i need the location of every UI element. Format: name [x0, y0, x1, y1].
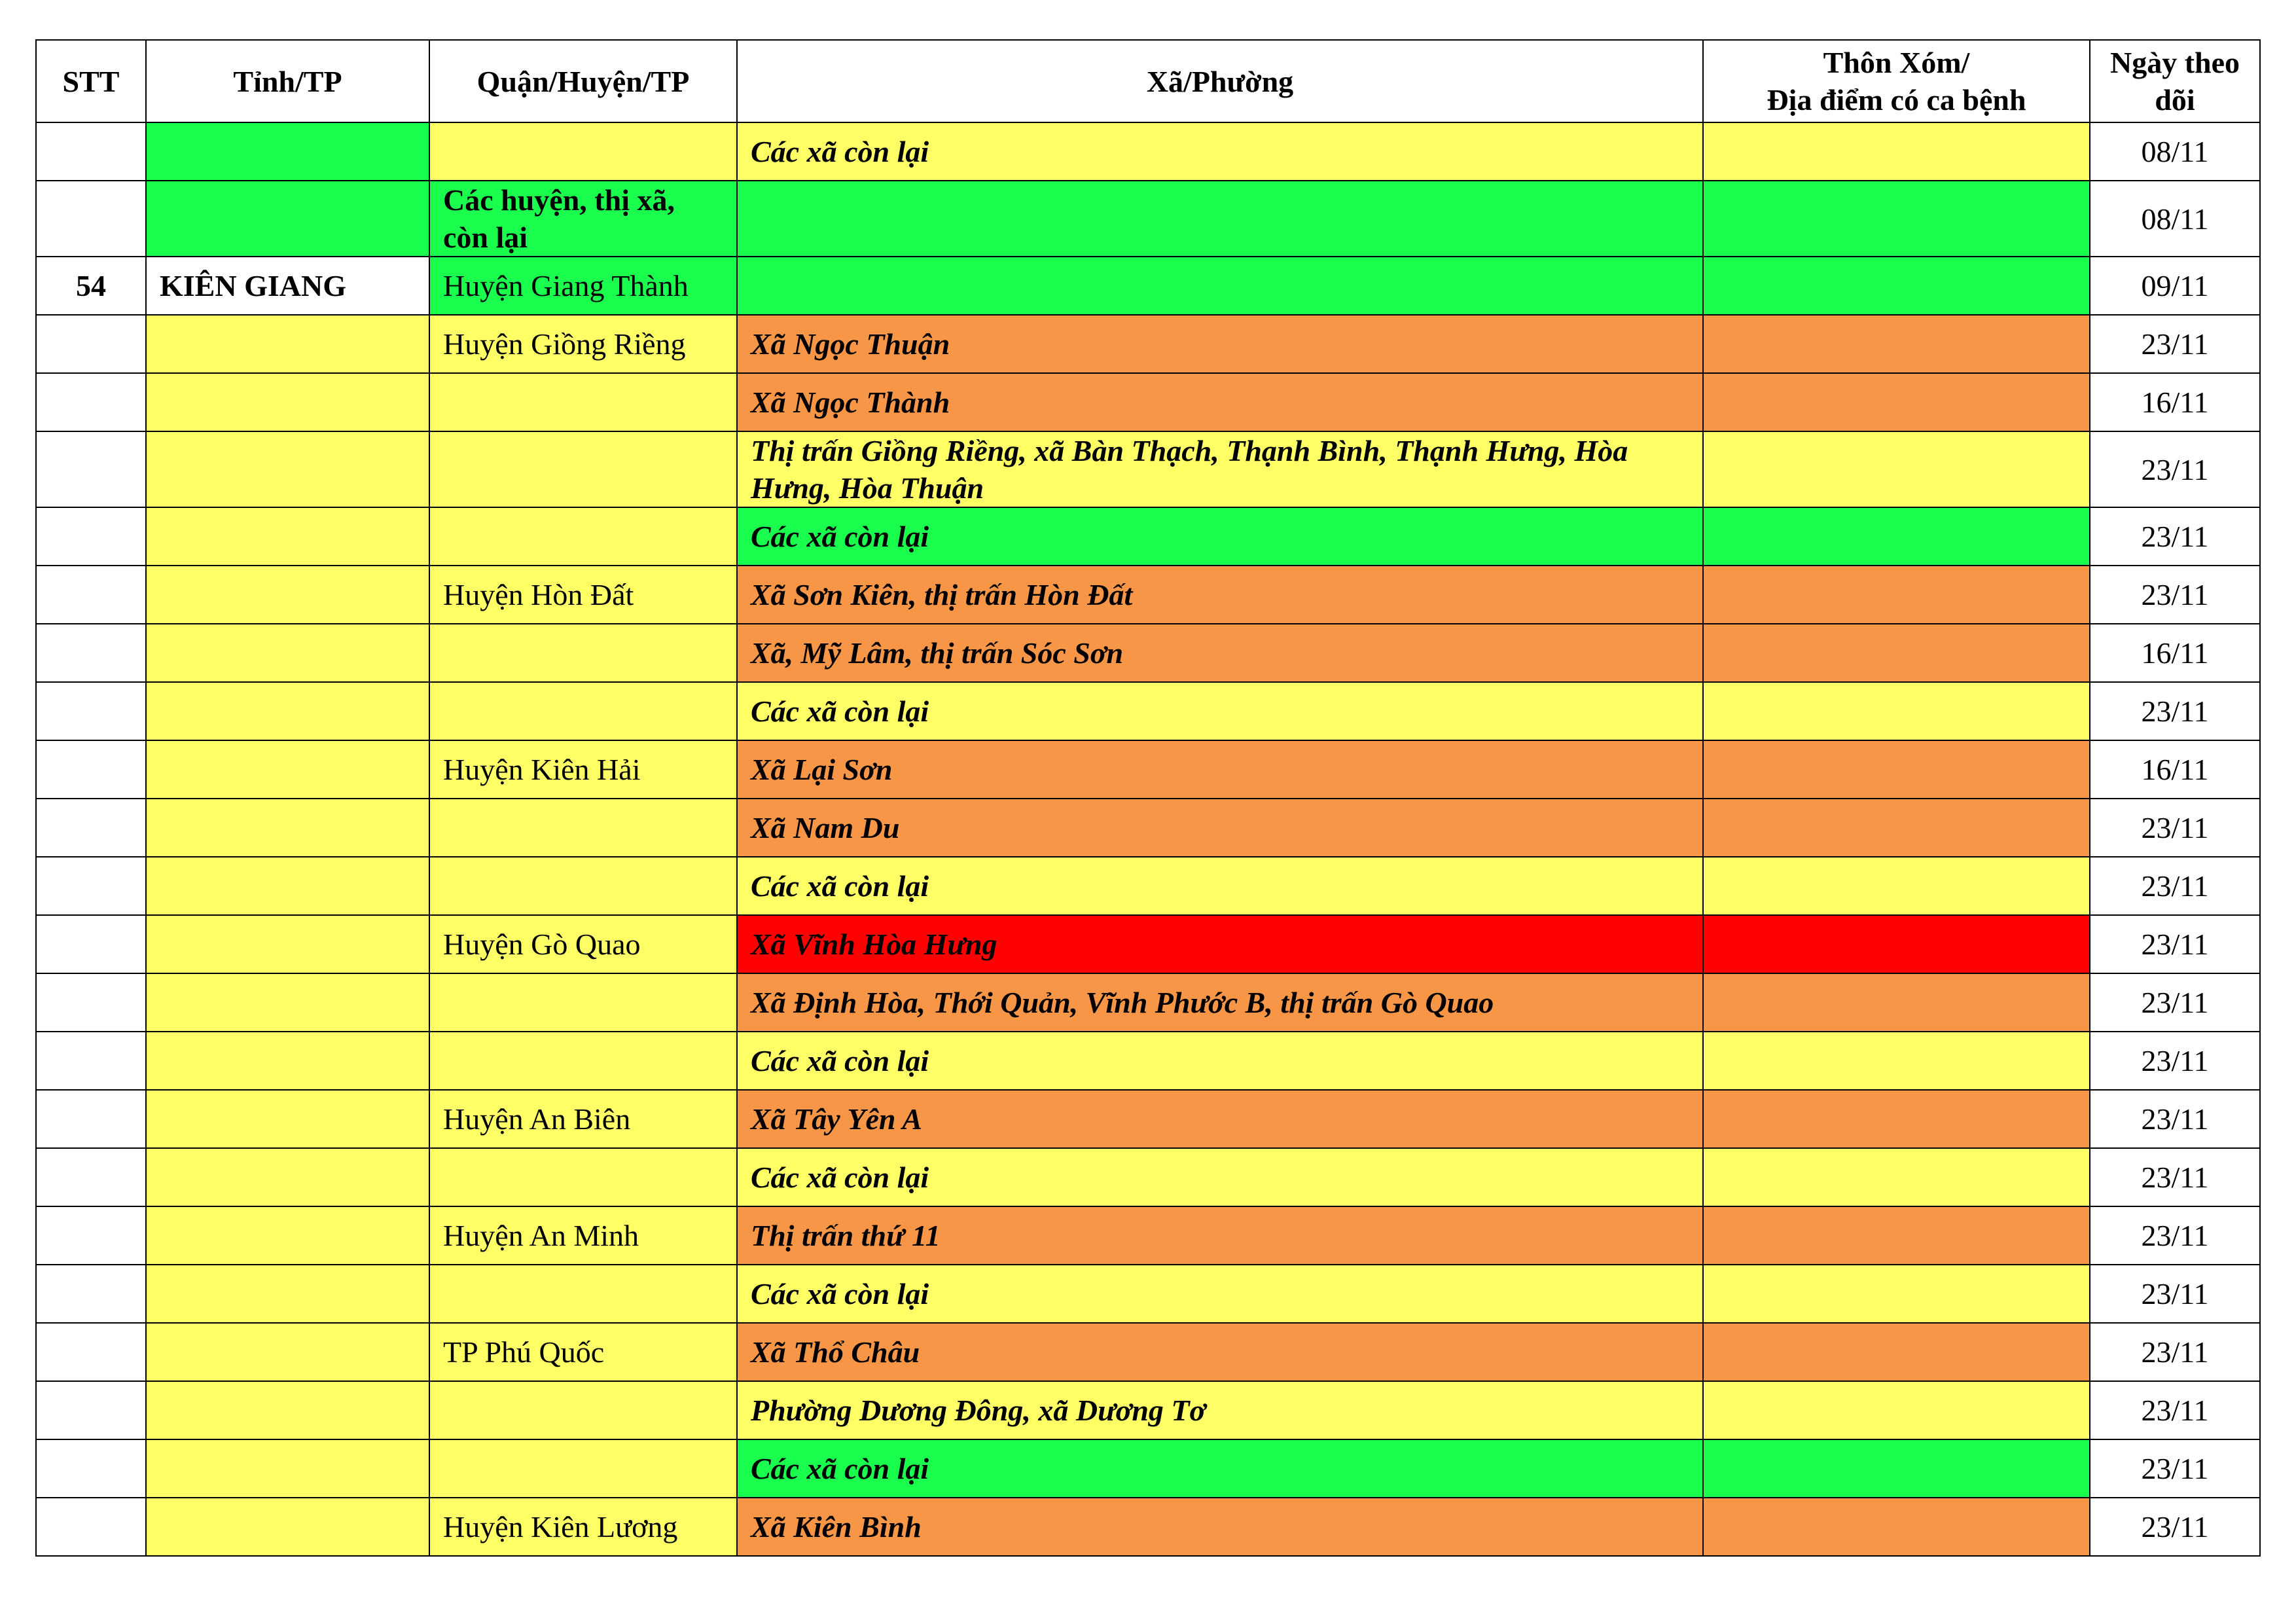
province-cell — [146, 122, 429, 181]
province-cell — [146, 624, 429, 682]
village-cell — [1703, 507, 2090, 566]
province-cell — [146, 1265, 429, 1323]
stt-cell — [36, 740, 146, 799]
date-cell: 23/11 — [2090, 1032, 2260, 1090]
stt-cell — [36, 1439, 146, 1498]
stt-cell — [36, 1206, 146, 1265]
district-cell — [429, 682, 737, 740]
province-cell — [146, 431, 429, 507]
ward-cell: Xã Ngọc Thành — [737, 373, 1703, 431]
header-village-line2: Địa điểm có ca bệnh — [1767, 83, 2026, 117]
stt-cell — [36, 122, 146, 181]
table-body — [36, 122, 2260, 1556]
date-cell: 23/11 — [2090, 1381, 2260, 1439]
ward-cell — [737, 257, 1703, 315]
district-cell: Huyện Hòn Đất — [429, 566, 737, 624]
table-row — [36, 624, 2260, 682]
ward-cell: Xã Định Hòa, Thới Quản, Vĩnh Phước B, thị trấn Gò Quao — [737, 973, 1703, 1032]
ward-cell: Xã Vĩnh Hòa Hưng — [737, 915, 1703, 973]
ward-cell: Xã Thổ Châu — [737, 1323, 1703, 1381]
province-cell — [146, 181, 429, 257]
village-cell — [1703, 373, 2090, 431]
date-cell: 23/11 — [2090, 507, 2260, 566]
province-cell — [146, 1206, 429, 1265]
village-cell — [1703, 122, 2090, 181]
stt-cell — [36, 1323, 146, 1381]
village-cell — [1703, 1323, 2090, 1381]
village-cell — [1703, 1498, 2090, 1556]
date-cell: 23/11 — [2090, 315, 2260, 373]
stt-cell — [36, 682, 146, 740]
header-row — [36, 40, 2260, 122]
district-cell — [429, 799, 737, 857]
district-cell: Huyện Giang Thành — [429, 257, 737, 315]
village-cell — [1703, 315, 2090, 373]
table-row — [36, 1090, 2260, 1148]
district-cell: Huyện Giồng Riềng — [429, 315, 737, 373]
ward-cell: Thị trấn Giồng Riềng, xã Bàn Thạch, Thạnh Bình, Thạnh Hưng, Hòa Hưng, Hòa Thuận — [737, 431, 1703, 507]
table-row — [36, 857, 2260, 915]
stt-cell — [36, 507, 146, 566]
province-cell — [146, 1498, 429, 1556]
province-cell — [146, 1439, 429, 1498]
stt-cell: 54 — [36, 257, 146, 315]
ward-cell: Xã, Mỹ Lâm, thị trấn Sóc Sơn — [737, 624, 1703, 682]
district-cell — [429, 624, 737, 682]
ward-cell: Các xã còn lại — [737, 857, 1703, 915]
date-cell: 08/11 — [2090, 122, 2260, 181]
header-date — [2090, 40, 2260, 122]
date-cell: 23/11 — [2090, 566, 2260, 624]
ward-cell: Các xã còn lại — [737, 682, 1703, 740]
ward-cell: Các xã còn lại — [737, 1439, 1703, 1498]
ward-cell — [737, 181, 1703, 257]
header-village-line1: Thôn Xóm/ — [1823, 46, 1970, 79]
table-row — [36, 799, 2260, 857]
province-cell — [146, 799, 429, 857]
stt-cell — [36, 624, 146, 682]
date-cell: 23/11 — [2090, 1439, 2260, 1498]
stt-cell — [36, 373, 146, 431]
table-row — [36, 1323, 2260, 1381]
table-row — [36, 1206, 2260, 1265]
village-cell — [1703, 915, 2090, 973]
table-row — [36, 915, 2260, 973]
district-cell — [429, 973, 737, 1032]
village-cell — [1703, 257, 2090, 315]
table-row — [36, 740, 2260, 799]
table-row — [36, 1498, 2260, 1556]
stt-cell — [36, 315, 146, 373]
village-cell — [1703, 1148, 2090, 1206]
village-cell — [1703, 181, 2090, 257]
province-cell — [146, 507, 429, 566]
date-cell: 16/11 — [2090, 624, 2260, 682]
ward-cell: Các xã còn lại — [737, 507, 1703, 566]
province-cell — [146, 566, 429, 624]
district-cell — [429, 431, 737, 507]
ward-cell: Xã Lại Sơn — [737, 740, 1703, 799]
province-cell: KIÊN GIANG — [146, 257, 429, 315]
district-cell — [429, 1265, 737, 1323]
stt-cell — [36, 1032, 146, 1090]
table-row — [36, 682, 2260, 740]
header-village — [1703, 40, 2090, 122]
date-cell: 23/11 — [2090, 1323, 2260, 1381]
district-cell — [429, 373, 737, 431]
district-cell — [429, 1439, 737, 1498]
village-cell — [1703, 1381, 2090, 1439]
date-cell: 23/11 — [2090, 1498, 2260, 1556]
stt-cell — [36, 566, 146, 624]
province-cell — [146, 373, 429, 431]
ward-cell: Các xã còn lại — [737, 122, 1703, 181]
table-row — [36, 1148, 2260, 1206]
village-cell — [1703, 1439, 2090, 1498]
village-cell — [1703, 1032, 2090, 1090]
province-cell — [146, 915, 429, 973]
village-cell — [1703, 799, 2090, 857]
district-cell: Huyện Gò Quao — [429, 915, 737, 973]
district-cell — [429, 122, 737, 181]
district-cell — [429, 1032, 737, 1090]
ward-cell: Các xã còn lại — [737, 1148, 1703, 1206]
stt-cell — [36, 973, 146, 1032]
date-cell: 08/11 — [2090, 181, 2260, 257]
province-cell — [146, 1323, 429, 1381]
ward-cell: Thị trấn thứ 11 — [737, 1206, 1703, 1265]
table-row — [36, 373, 2260, 431]
table-row — [36, 315, 2260, 373]
district-cell: Huyện Kiên Lương — [429, 1498, 737, 1556]
ward-cell: Xã Tây Yên A — [737, 1090, 1703, 1148]
ward-cell: Xã Sơn Kiên, thị trấn Hòn Đất — [737, 566, 1703, 624]
date-cell: 23/11 — [2090, 915, 2260, 973]
date-cell: 23/11 — [2090, 799, 2260, 857]
district-cell: Huyện An Biên — [429, 1090, 737, 1148]
province-cell — [146, 973, 429, 1032]
village-cell — [1703, 566, 2090, 624]
province-cell — [146, 1148, 429, 1206]
district-cell — [429, 507, 737, 566]
table-row — [36, 507, 2260, 566]
table-row — [36, 1381, 2260, 1439]
village-cell — [1703, 1206, 2090, 1265]
date-cell: 23/11 — [2090, 682, 2260, 740]
header-ward: Xã/Phường — [737, 40, 1703, 122]
table-row — [36, 1032, 2260, 1090]
table-row — [36, 1265, 2260, 1323]
ward-cell: Phường Dương Đông, xã Dương Tơ — [737, 1381, 1703, 1439]
epidemic-zone-table — [35, 39, 2261, 1557]
table-row — [36, 257, 2260, 315]
header-stt: STT — [36, 40, 146, 122]
date-cell: 23/11 — [2090, 857, 2260, 915]
table-row — [36, 181, 2260, 257]
district-cell — [429, 1381, 737, 1439]
header-date-line2: dõi — [2155, 83, 2195, 117]
date-cell: 23/11 — [2090, 431, 2260, 507]
province-cell — [146, 1090, 429, 1148]
stt-cell — [36, 915, 146, 973]
table-row — [36, 431, 2260, 507]
table-row — [36, 973, 2260, 1032]
stt-cell — [36, 181, 146, 257]
date-cell: 23/11 — [2090, 1090, 2260, 1148]
header-date-line1: Ngày theo — [2109, 46, 2240, 79]
district-cell — [429, 1148, 737, 1206]
date-cell: 09/11 — [2090, 257, 2260, 315]
village-cell — [1703, 682, 2090, 740]
province-cell — [146, 1381, 429, 1439]
date-cell: 23/11 — [2090, 1206, 2260, 1265]
stt-cell — [36, 1498, 146, 1556]
district-cell: Huyện Kiên Hải — [429, 740, 737, 799]
province-cell — [146, 857, 429, 915]
stt-cell — [36, 1148, 146, 1206]
stt-cell — [36, 857, 146, 915]
district-cell: Các huyện, thị xã, còn lại — [429, 181, 737, 257]
district-cell: Huyện An Minh — [429, 1206, 737, 1265]
table-row — [36, 122, 2260, 181]
table-row — [36, 566, 2260, 624]
village-cell — [1703, 1265, 2090, 1323]
date-cell: 16/11 — [2090, 373, 2260, 431]
ward-cell: Các xã còn lại — [737, 1265, 1703, 1323]
province-cell — [146, 682, 429, 740]
stt-cell — [36, 1265, 146, 1323]
village-cell — [1703, 740, 2090, 799]
stt-cell — [36, 1090, 146, 1148]
header-province: Tỉnh/TP — [146, 40, 429, 122]
province-cell — [146, 315, 429, 373]
province-cell — [146, 1032, 429, 1090]
date-cell: 16/11 — [2090, 740, 2260, 799]
ward-cell: Xã Nam Du — [737, 799, 1703, 857]
village-cell — [1703, 624, 2090, 682]
date-cell: 23/11 — [2090, 1148, 2260, 1206]
ward-cell: Xã Ngọc Thuận — [737, 315, 1703, 373]
stt-cell — [36, 1381, 146, 1439]
ward-cell: Xã Kiên Bình — [737, 1498, 1703, 1556]
table-row — [36, 1439, 2260, 1498]
stt-cell — [36, 431, 146, 507]
village-cell — [1703, 1090, 2090, 1148]
date-cell: 23/11 — [2090, 973, 2260, 1032]
header-district: Quận/Huyện/TP — [429, 40, 737, 122]
province-cell — [146, 740, 429, 799]
district-cell: TP Phú Quốc — [429, 1323, 737, 1381]
village-cell — [1703, 431, 2090, 507]
date-cell: 23/11 — [2090, 1265, 2260, 1323]
district-cell — [429, 857, 737, 915]
stt-cell — [36, 799, 146, 857]
village-cell — [1703, 857, 2090, 915]
village-cell — [1703, 973, 2090, 1032]
ward-cell: Các xã còn lại — [737, 1032, 1703, 1090]
